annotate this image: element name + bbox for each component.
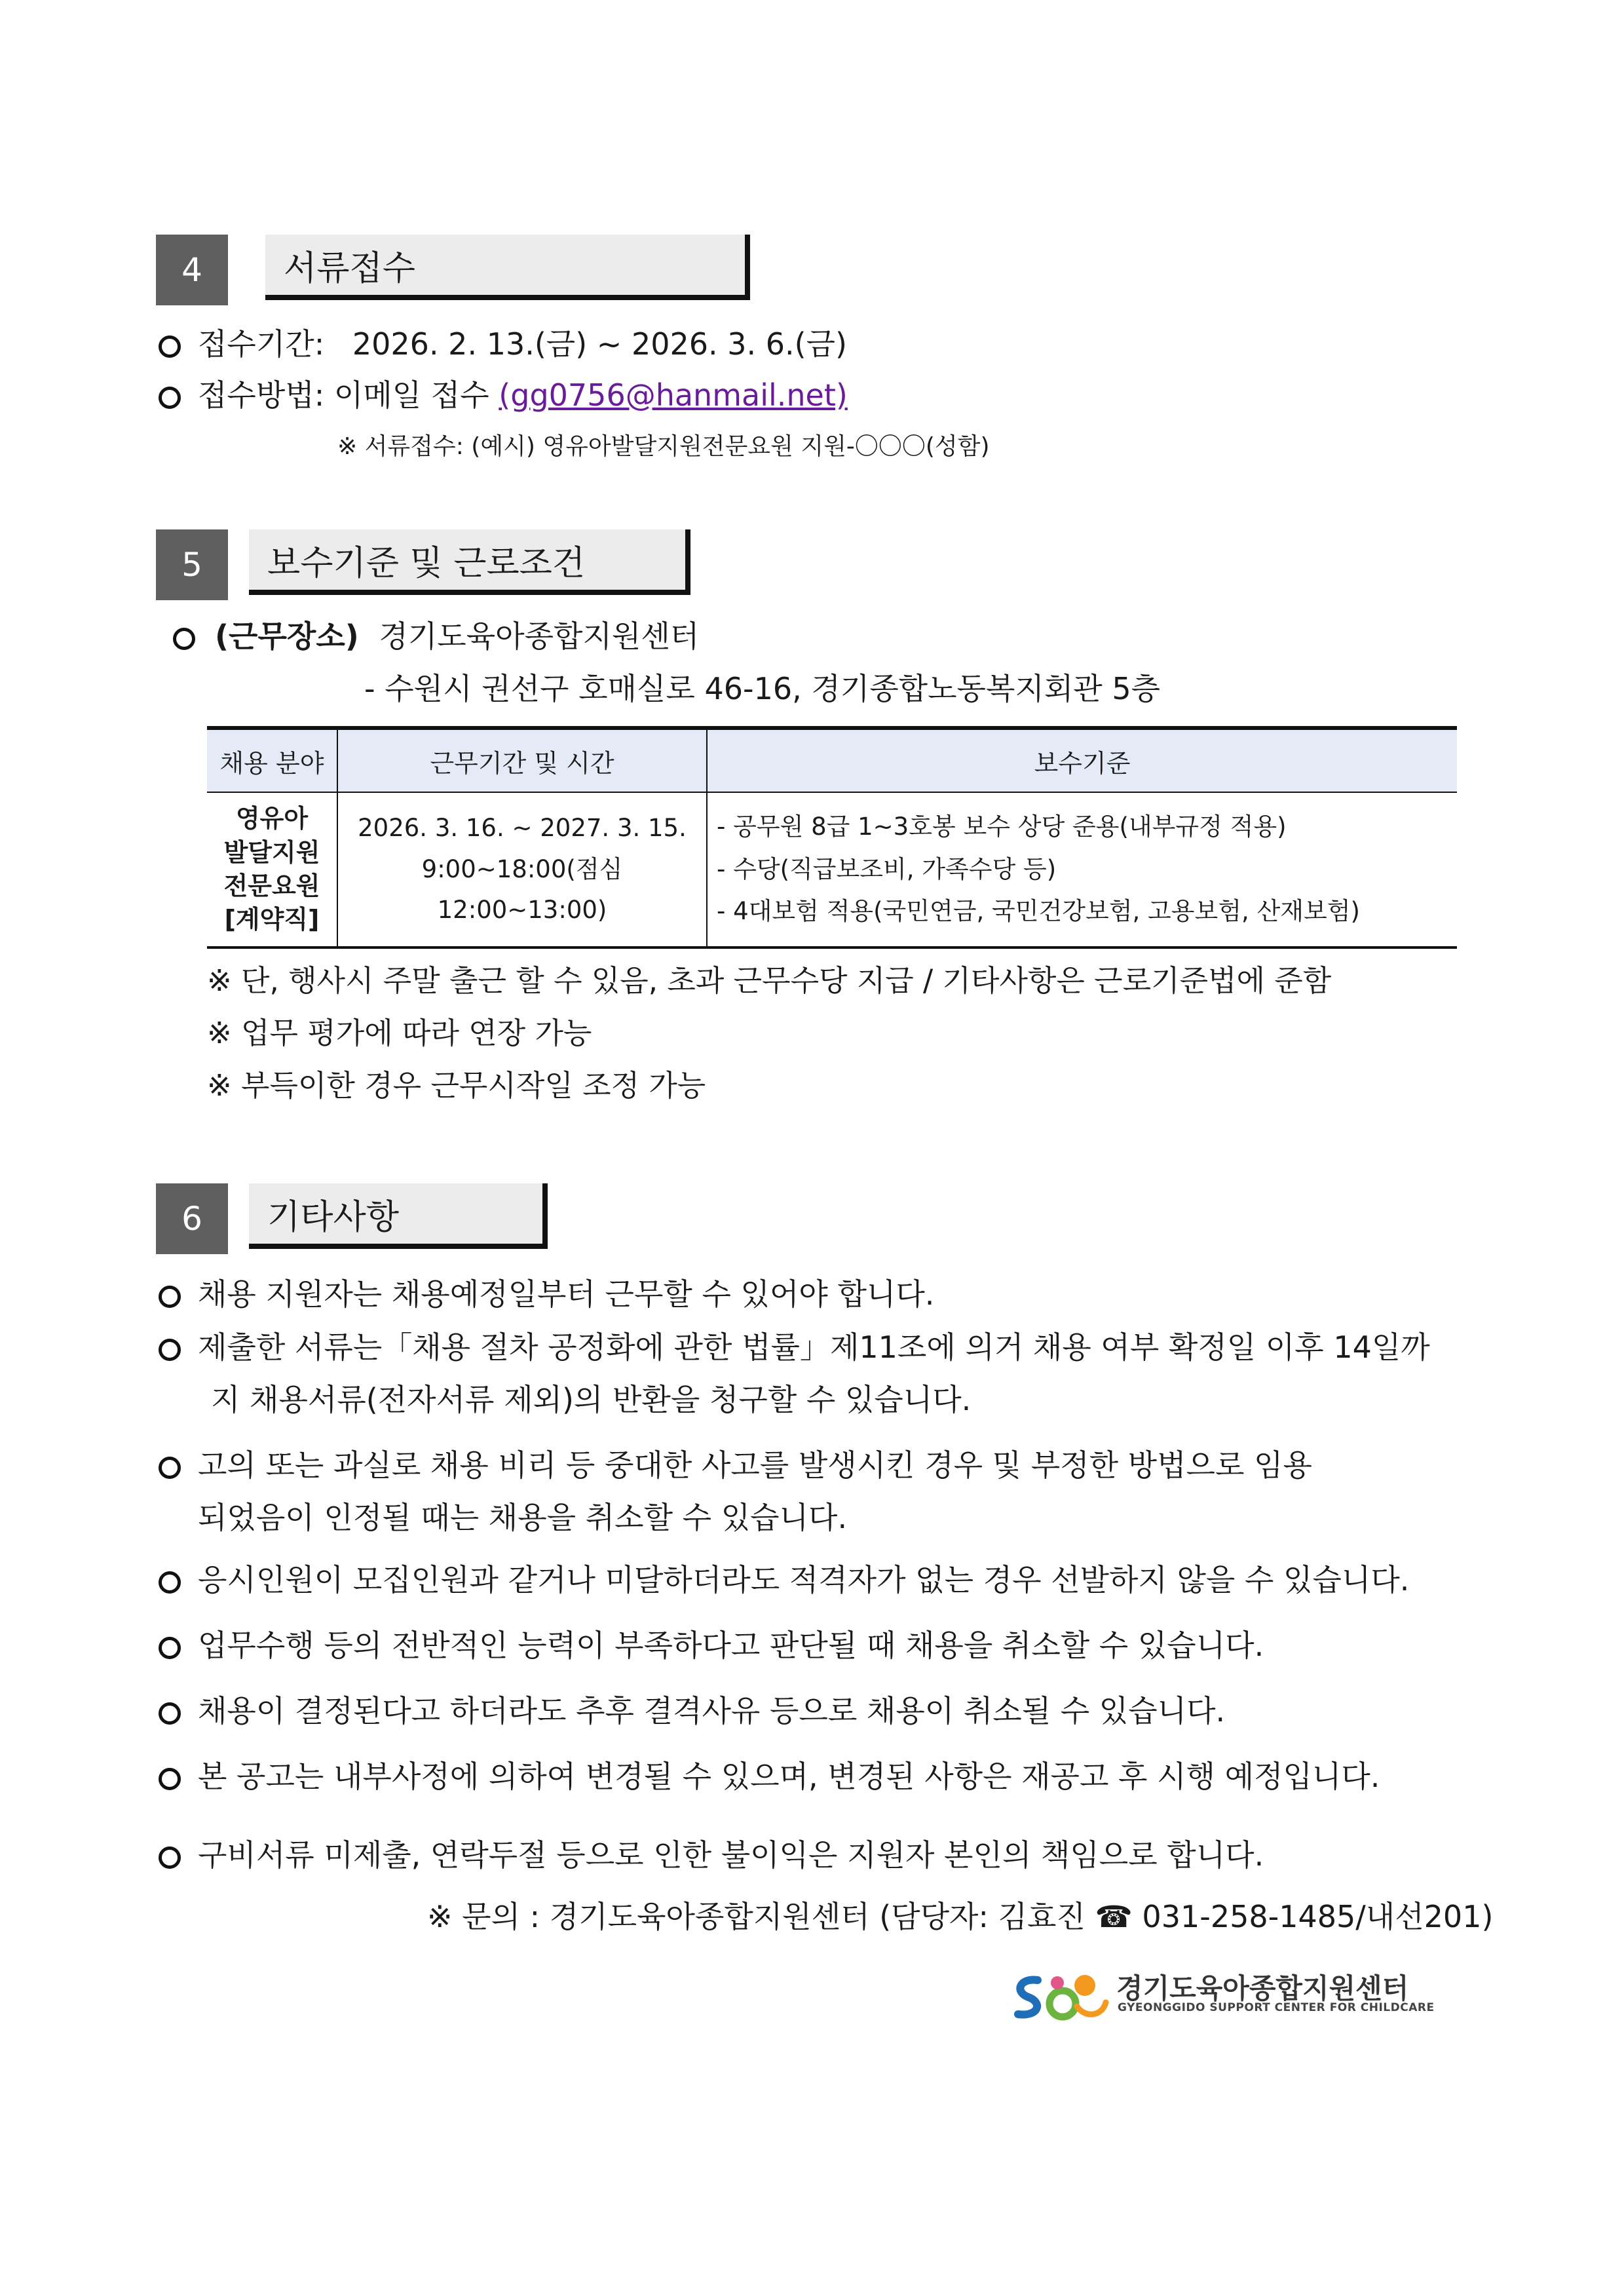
other-item: 응시인원이 모집인원과 같거나 미달하더라도 적격자가 없는 경우 선발하지 않을 수 있습니다. (198, 1562, 1410, 1598)
cell-pay (707, 792, 1457, 947)
bullet-icon (159, 1702, 181, 1725)
table-header-row (207, 728, 1457, 792)
bullet-icon (159, 1339, 181, 1361)
period-hours: 9:00~18:00(점심 12:00~13:00) (421, 854, 623, 925)
other-item: 업무수행 등의 전반적인 능력이 부족하다고 판단될 때 채용을 취소할 수 있습니다. (198, 1628, 1264, 1663)
field-line: [계약직] (224, 905, 320, 934)
other-item: 본 공고는 내부사정에 의하여 변경될 수 있으며, 변경된 사항은 재공고 후 시행 예정입니다. (198, 1759, 1380, 1794)
bullet-icon (159, 1637, 181, 1659)
logo-name-ko: 경기도육아종합지원센터 (1116, 1972, 1409, 2004)
bullet-icon (159, 1768, 181, 1790)
section-number-4: 4 (156, 235, 228, 305)
center-logo (1006, 1966, 1478, 2025)
email-link[interactable]: (gg0756@hanmail.net) (499, 377, 848, 413)
pay-line: - 공무원 8급 1~3호봉 보수 상당 준용(내부규정 적용) (717, 812, 1287, 841)
bullet-icon (159, 1571, 181, 1594)
workplace-label: (근무장소) (215, 619, 359, 654)
bullet-icon (173, 628, 195, 650)
application-note: ※ 서류접수: (예시) 영유아발달지원전문요원 지원-〇〇〇(성함) (337, 433, 990, 460)
salary-table (207, 726, 1457, 949)
field-line: 영유아 (235, 804, 309, 833)
section-number-5: 5 (156, 529, 228, 600)
logo-name-en: GYEONGGIDO SUPPORT CENTER FOR CHILDCARE (1118, 2001, 1435, 2014)
section-number-6: 6 (156, 1183, 228, 1254)
application-period (198, 326, 847, 362)
field-line: 전문요원 (223, 871, 320, 900)
header-pay: 보수기준 (707, 728, 1457, 792)
method-label: 접수방법: 이메일 접수 (198, 377, 499, 413)
other-item: 채용 지원자는 채용예정일부터 근무할 수 있어야 합니다. (198, 1276, 935, 1312)
logo-mark-icon (1006, 1966, 1111, 2025)
other-item: 제출한 서류는「채용 절차 공정화에 관한 법률」제11조에 의거 채용 여부 확정일 이후 14일까 (198, 1330, 1430, 1365)
other-item-continued: 되었음이 인정될 때는 채용을 취소할 수 있습니다. (198, 1500, 848, 1535)
header-field: 채용 분야 (207, 728, 337, 792)
workplace-address: - 수원시 권선구 호매실로 46-16, 경기종합노동복지회관 5층 (364, 671, 1161, 706)
bullet-icon (159, 1457, 181, 1479)
other-item: 채용이 결정된다고 하더라도 추후 결격사유 등으로 채용이 취소될 수 있습니다. (198, 1693, 1226, 1729)
pay-line: - 수당(직급보조비, 가족수당 등) (717, 854, 1057, 883)
cell-field (207, 792, 337, 947)
pay-line: - 4대보험 적용(국민연금, 국민건강보험, 고용보험, 산재보험) (717, 897, 1360, 926)
work-note: ※ 업무 평가에 따라 연장 가능 (207, 1016, 592, 1050)
bullet-icon (159, 335, 181, 358)
bullet-icon (159, 1286, 181, 1308)
period-value: 2026. 2. 13.(금) ~ 2026. 3. 6.(금) (352, 326, 848, 362)
section-title-salary: 보수기준 및 근로조건 (249, 529, 690, 595)
header-period: 근무기간 및 시간 (337, 728, 707, 792)
bullet-icon (159, 1846, 181, 1869)
period-dates: 2026. 3. 16. ~ 2027. 3. 15. (358, 813, 687, 842)
cell-period (337, 792, 707, 947)
other-item: 구비서류 미제출, 연락두절 등으로 인한 불이익은 지원자 본인의 책임으로 합니다. (198, 1837, 1264, 1873)
bullet-icon (159, 387, 181, 409)
period-label: 접수기간: (198, 326, 325, 362)
field-line: 발달지원 (223, 837, 320, 867)
other-item: 고의 또는 과실로 채용 비리 등 중대한 사고를 발생시킨 경우 및 부정한 방법으로 임용 (198, 1447, 1312, 1483)
work-note: ※ 부득이한 경우 근무시작일 조정 가능 (207, 1068, 706, 1103)
other-item-continued: 지 채용서류(전자서류 제외)의 반환을 청구할 수 있습니다. (211, 1382, 972, 1417)
section-title-application: 서류접수 (265, 235, 750, 300)
workplace-value: 경기도육아종합지원센터 (379, 619, 700, 654)
section-title-other: 기타사항 (249, 1183, 548, 1249)
contact-info: ※ 문의 : 경기도육아종합지원센터 (담당자: 김효진 ☎ 031-258-1485/내선201) (427, 1899, 1494, 1934)
application-method (198, 377, 848, 413)
work-note: ※ 단, 행사시 주말 출근 할 수 있음, 초과 근무수당 지급 / 기타사항은 근로기준법에 준함 (207, 963, 1332, 998)
table-row (207, 792, 1457, 947)
workplace (215, 619, 699, 655)
